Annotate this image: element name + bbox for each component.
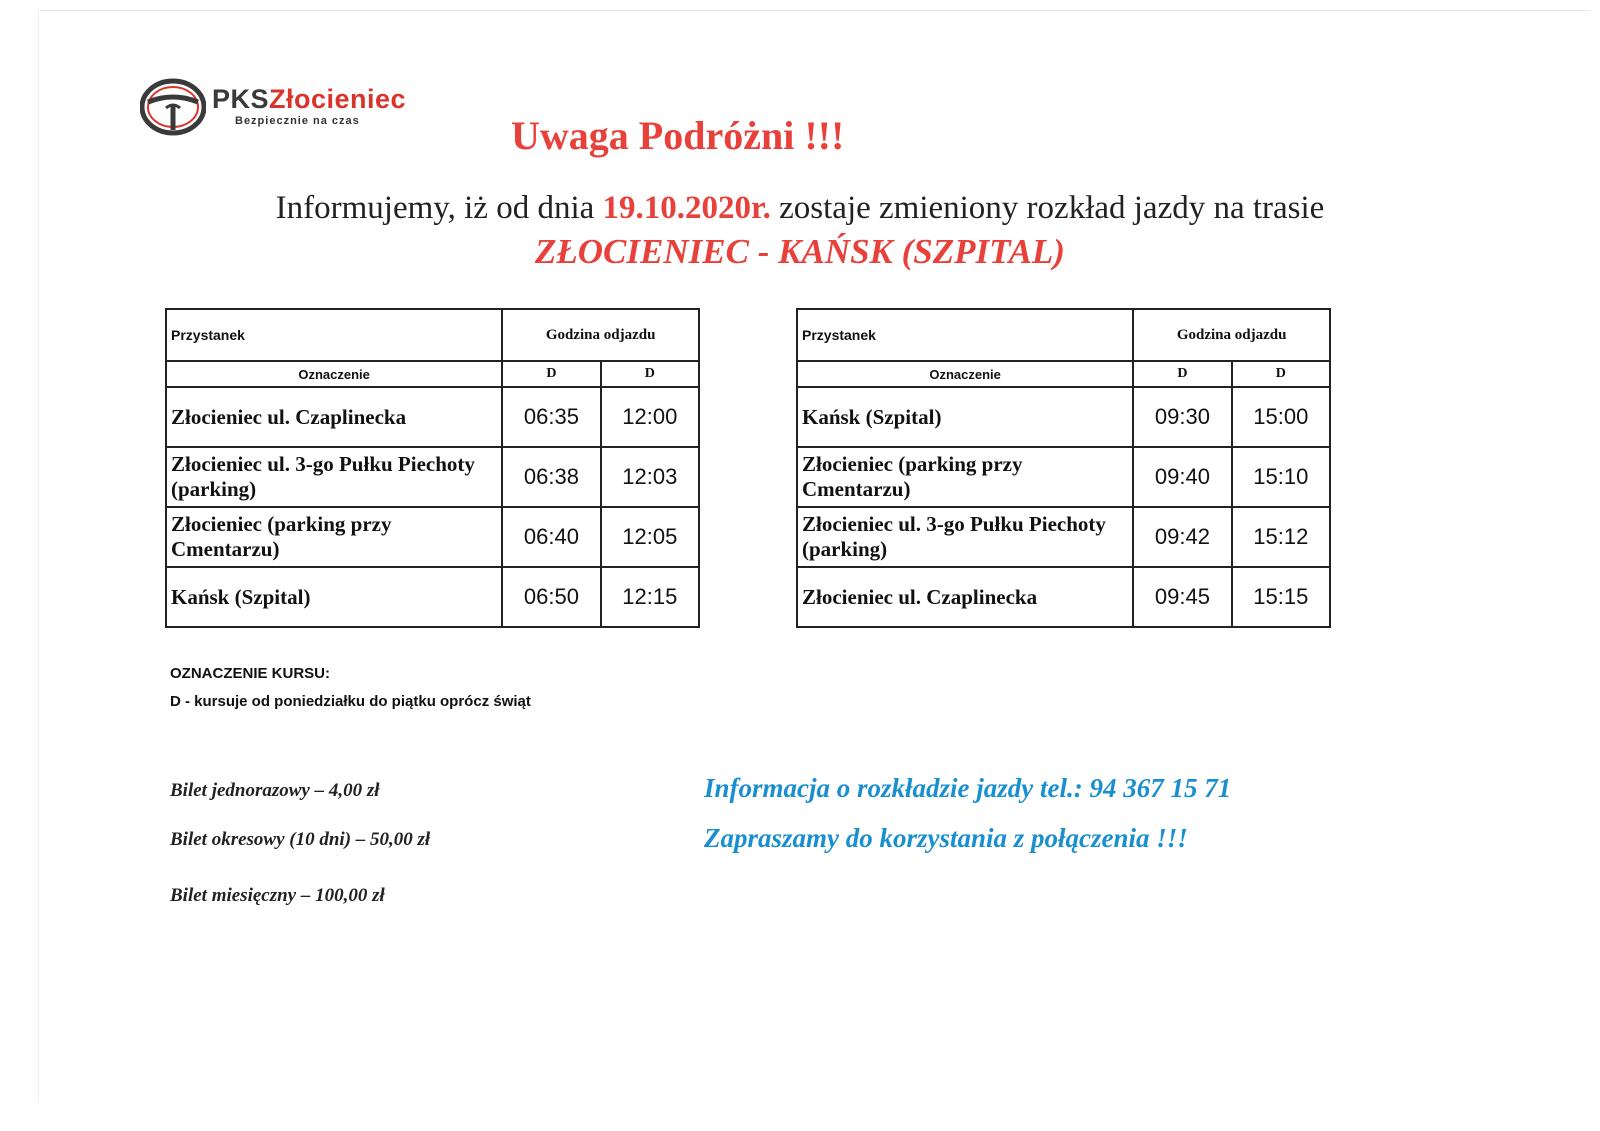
stop-name: Złocieniec (parking przy Cmentarzu) (797, 447, 1133, 507)
departure-time: 09:30 (1133, 387, 1231, 447)
departure-time: 15:15 (1232, 567, 1330, 627)
departure-time: 12:00 (601, 387, 699, 447)
departure-time: 09:45 (1133, 567, 1231, 627)
subheader-code: D (1133, 361, 1231, 387)
stop-name: Kańsk (Szpital) (797, 387, 1133, 447)
table-subheader-row (797, 361, 1330, 387)
logo-city: Złocieniec (269, 84, 407, 114)
subheader-code: D (502, 361, 600, 387)
header-stop: Przystanek (797, 309, 1133, 361)
table-header-row (166, 309, 699, 361)
steering-wheel-icon (140, 78, 206, 136)
table-row (166, 507, 699, 567)
departure-time: 15:00 (1232, 387, 1330, 447)
subheader-code: D (1232, 361, 1330, 387)
stop-name: Złocieniec ul. 3-go Pułku Piechoty (parking) (166, 447, 502, 507)
info-invite: Zapraszamy do korzystania z połączenia !!! (704, 823, 1188, 853)
logo-wordmark (212, 84, 406, 114)
logo-pks: PKS (212, 84, 270, 114)
subheader-designation: Oznaczenie (797, 361, 1133, 387)
header-departure-time: Godzina odjazdu (1133, 309, 1330, 361)
intro-before: Informujemy, iż od dnia (275, 190, 603, 226)
route-title: ZŁOCIENIEC - KAŃSK (SZPITAL) (535, 232, 1065, 271)
company-logo (140, 78, 440, 138)
stop-name: Złocieniec ul. Czaplinecka (797, 567, 1133, 627)
intro-text (0, 190, 1600, 227)
departure-time: 06:50 (502, 567, 600, 627)
departure-time: 12:15 (601, 567, 699, 627)
ticket-price: Bilet okresowy (10 dni) – 50,00 zł (170, 829, 431, 850)
table-row (797, 567, 1330, 627)
timetable-outbound (165, 308, 700, 628)
legend-text: D - kursuje od poniedziałku do piątku oprócz świąt (170, 693, 531, 710)
subheader-code: D (601, 361, 699, 387)
departure-time: 06:38 (502, 447, 600, 507)
timetable-return (796, 308, 1331, 628)
departure-time: 06:40 (502, 507, 600, 567)
logo-slogan: Bezpiecznie na czas (235, 115, 360, 127)
departure-time: 12:05 (601, 507, 699, 567)
stop-name: Złocieniec ul. Czaplinecka (166, 387, 502, 447)
departure-time: 06:35 (502, 387, 600, 447)
intro-date: 19.10.2020r. (602, 190, 771, 226)
legend-title: OZNACZENIE KURSU: (170, 665, 330, 682)
stop-name: Kańsk (Szpital) (166, 567, 502, 627)
departure-time: 09:40 (1133, 447, 1231, 507)
departure-time: 09:42 (1133, 507, 1231, 567)
table-row (166, 387, 699, 447)
table-row (166, 447, 699, 507)
ticket-price: Bilet miesięczny – 100,00 zł (170, 885, 385, 906)
headline: Uwaga Podróżni !!! (511, 113, 845, 158)
stop-name: Złocieniec (parking przy Cmentarzu) (166, 507, 502, 567)
stop-name: Złocieniec ul. 3-go Pułku Piechoty (parking) (797, 507, 1133, 567)
ticket-price: Bilet jednorazowy – 4,00 zł (170, 780, 380, 801)
page-edge-left (38, 10, 39, 1101)
table-row (797, 447, 1330, 507)
table-subheader-row (166, 361, 699, 387)
header-stop: Przystanek (166, 309, 502, 361)
table-row (797, 387, 1330, 447)
table-row (797, 507, 1330, 567)
subheader-designation: Oznaczenie (166, 361, 502, 387)
intro-after: zostaje zmieniony rozkład jazdy na trasie (770, 190, 1325, 226)
departure-time: 15:12 (1232, 507, 1330, 567)
header-departure-time: Godzina odjazdu (502, 309, 699, 361)
departure-time: 12:03 (601, 447, 699, 507)
table-header-row (797, 309, 1330, 361)
info-phone: Informacja o rozkładzie jazdy tel.: 94 367 15 71 (704, 773, 1232, 803)
table-row (166, 567, 699, 627)
page-edge-top (40, 10, 1590, 11)
departure-time: 15:10 (1232, 447, 1330, 507)
